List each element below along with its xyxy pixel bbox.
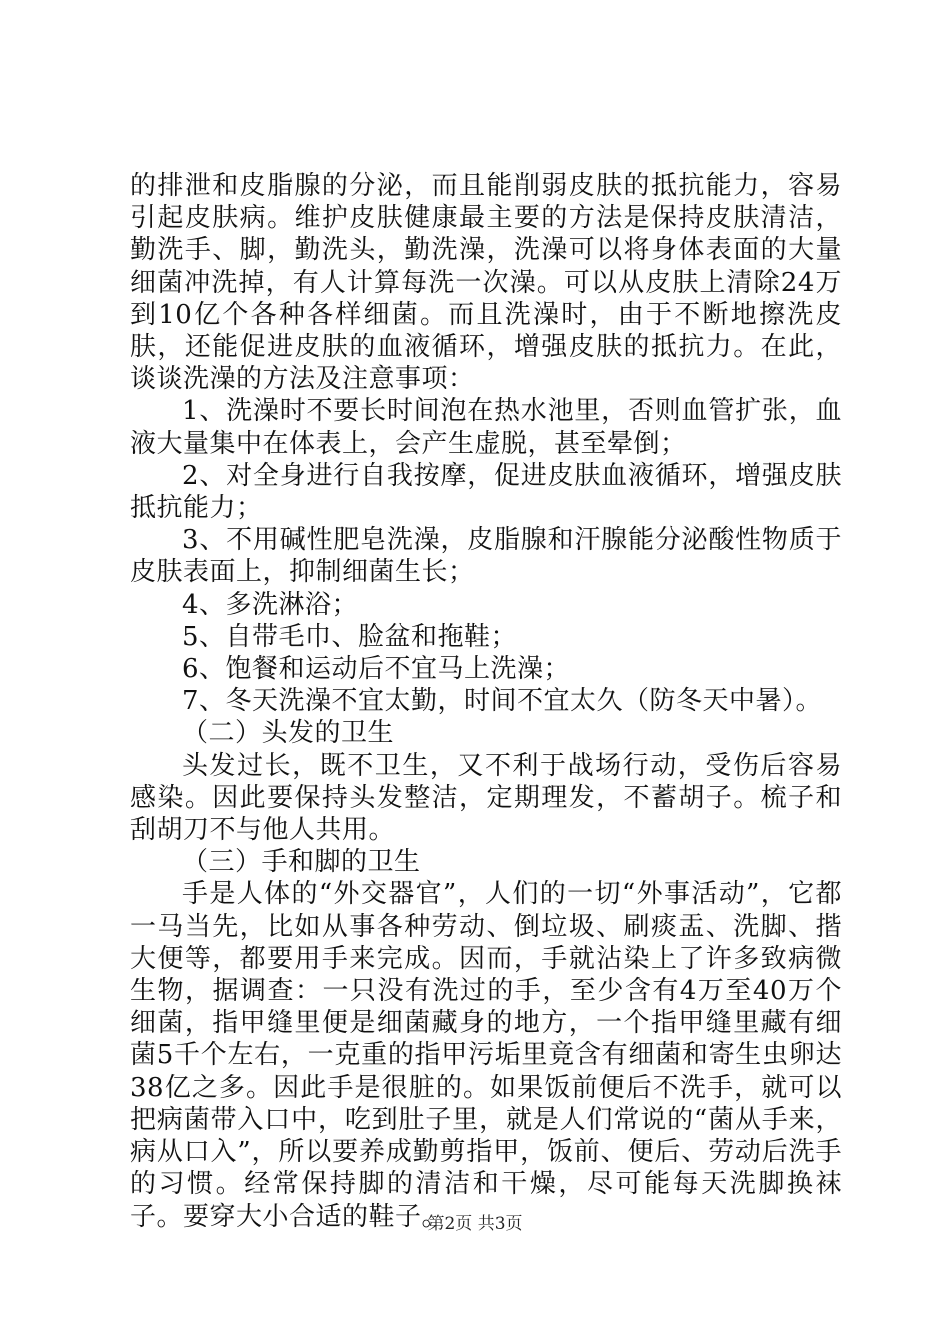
list-item: 2、对全身进行自我按摩，促进皮肤血液循环，增强皮肤抵抗能力； <box>130 460 842 524</box>
list-item: 1、洗澡时不要长时间泡在热水池里，否则血管扩张，血液大量集中在体表上，会产生虚脱，甚至晕倒； <box>130 396 842 459</box>
list-item: 4、多洗淋浴； <box>182 589 359 620</box>
list-item: 3、不用碱性肥皂洗澡，皮脂腺和汗腺能分泌酸性物质于皮肤表面上，抑制细菌生长； <box>130 525 842 588</box>
body-paragraph: 头发过长，既不卫生，又不利于战场行动，受伤后容易感染。因此要保持头发整洁，定期理发，不蓄胡子。梳子和刮胡刀不与他人共用。 <box>130 750 842 846</box>
page-number-footer: 第2页 共3页 <box>427 1214 523 1234</box>
document-body <box>130 170 842 1233</box>
body-paragraph: 的排泄和皮脂腺的分泌，而且能削弱皮肤的抵抗能力，容易引起皮肤病。维护皮肤健康最主要的方法是保持皮肤清洁，勤洗手、脚，勤洗头，勤洗澡，洗澡可以将身体表面的大量细菌冲洗掉，有人计算每洗一次澡。可以从皮肤上清除24万到10亿个各种各样细菌。而且洗澡时，由于不断地擦洗皮肤，还能促进皮肤的血液循环，增强皮肤的抵抗力。在此，谈谈洗澡的方法及注意事项： <box>130 171 842 395</box>
list-item: 7、冬天洗澡不宜太勤，时间不宜太久（防冬天中暑）。 <box>182 686 823 717</box>
section-heading: （三）手和脚的卫生 <box>182 847 421 878</box>
list-item: 5、自带毛巾、脸盆和拖鞋； <box>182 621 518 652</box>
body-paragraph: 手是人体的“外交器官”，人们的一切“外事活动”，它都一马当先，比如从事各种劳动、倒垃圾、刷痰盂、洗脚、揩大便等，都要用手来完成。因而，手就沾染上了许多致病微生物，据调查：一只没有洗过的手，至少含有4万至40万个细菌，指甲缝里便是细菌藏身的地方，一个指甲缝里藏有细菌5千个左右，一克重的指甲污垢里竟含有细菌和寄生虫卵达38亿之多。因此手是很脏的。如果饭前便后不洗手，就可以把病菌带入口中，吃到肚子里，就是人们常说的“菌从手来，病从口入”，所以要养成勤剪指甲，饭前、便后、劳动后洗手的习惯。经常保持脚的清洁和干燥，尽可能每天洗脚换袜子。要穿大小合适的鞋子。 <box>130 879 842 1232</box>
section-heading: （二）头发的卫生 <box>182 718 395 749</box>
list-item: 6、饱餐和运动后不宜马上洗澡； <box>182 654 571 685</box>
